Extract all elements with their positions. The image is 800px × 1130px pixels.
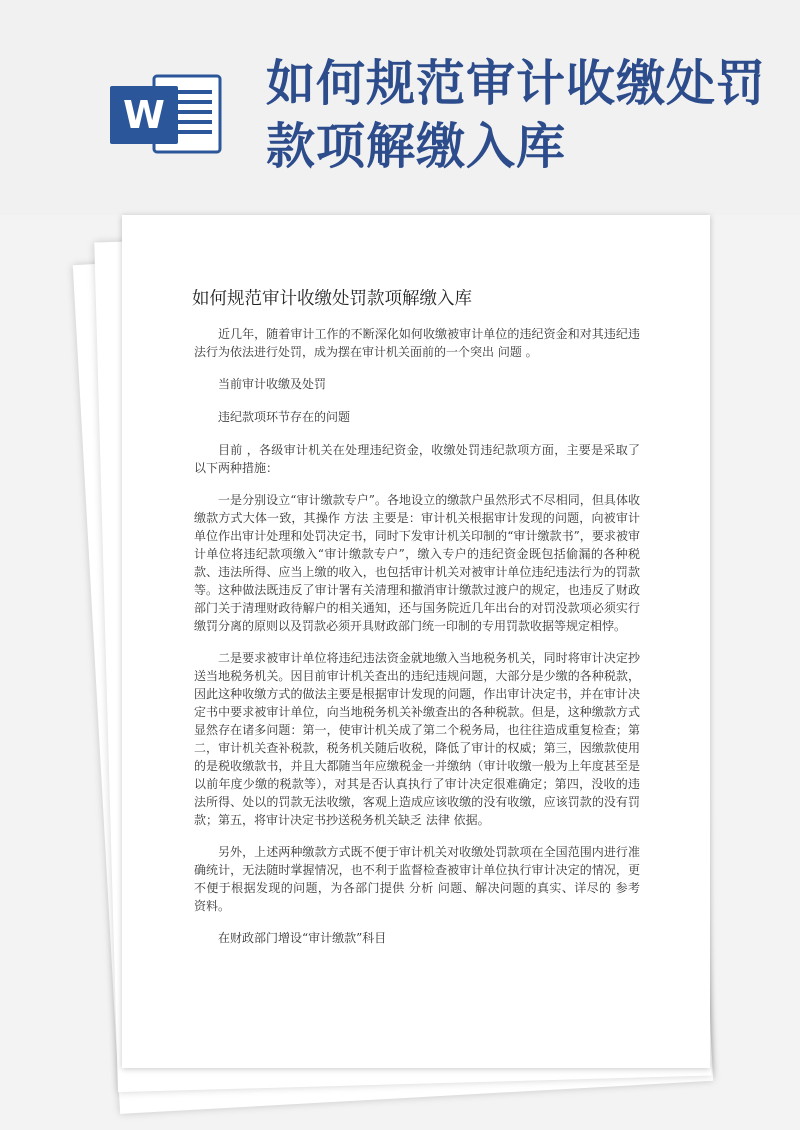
paragraph: 近几年，随着审计工作的不断深化如何收缴被审计单位的违纪资金和对其违纪违法行为依法进行处罚，成为摆在审计机关面前的一个突出 问题 。 [194,327,640,359]
document-page [122,215,710,1068]
banner-title: 如何规范审计收缴处罚款项解缴入库 [266,54,767,175]
paragraph: 另外，上述两种缴款方式既不便于审计机关对收缴处罚款项在全国范围内进行准确统计，无法随时掌握情况，也不利于监督检查被审计单位执行审计决定的情况，更不便于根据发现的问题，为各部门提供 分析 问题、解决问题的真实、详尽的 参考 资料。 [194,845,640,913]
paragraph: 二是要求被审计单位将违纪违法资金就地缴入当地税务机关，同时将审计决定抄送当地税务机关。因目前审计机关查出的违纪违规问题，大部分是少缴的各种税款，因此这种收缴方式的做法主要是根据审计发现的问题，作出审计决定书，并在审计决定书中要求被审计单位，向当地税务机关补缴查出的各种税款。但是，这种缴款方式显然存在诸多问题：第一，使审计机关成了第二个税务局，也往往造成重复检查；第二，审计机关查补税款，税务机关随后收税，降低了审计的权威；第三，因缴款使用的是税收缴款书，并且大都随当年应缴税金一并缴纳（审计收缴一般为上年度甚至是以前年度少缴的税款等），对其是否认真执行了审计决定很难确定；第四，没收的违法所得、处以的罚款无法收缴，客观上造成应该收缴的没有收缴，应该罚款的没有罚款；第五，将审计决定书抄送税务机关缺乏 法律 依据。 [194,651,640,827]
paragraph: 一是分别设立“审计缴款专户”。各地设立的缴款户虽然形式不尽相同，但具体收缴款方式大体一致，其操作 方法 主要是：审计机关根据审计发现的问题，向被审计单位作出审计处理和处罚决定书，同时下发审计机关印制的“审计缴款书”，要求被审计单位将违纪款项缴入“审计缴款专户”，缴入专户的违纪资金既包括偷漏的各种税款、违法所得、应当上缴的收入，也包括审计机关对被审计单位违纪违法行为的罚款等。这种做法既违反了审计署有关清理和撤消审计缴款过渡户的规定，也违反了财政部门关于清理财政待解户的相关通知，还与国务院近几年出台的对罚没款项必须实行缴罚分离的原则以及罚款必须开具财政部门统一印制的专用罚款收据等规定相悖。 [194,493,640,633]
document-body [194,325,640,962]
document-title: 如何规范审计收缴处罚款项解缴入库 [192,289,472,309]
section-heading: 在财政部门增设“审计缴款”科目 [218,931,387,945]
word-document-icon [110,72,226,156]
svg-text:W: W [123,93,165,137]
paragraph: 目前 ，各级审计机关在处理违纪资金，收缴处罚违纪款项方面，主要是采取了以下两种措施： [194,443,640,475]
section-heading: 违纪款项环节存在的问题 [218,410,351,424]
section-heading: 当前审计收缴及处罚 [218,377,327,391]
